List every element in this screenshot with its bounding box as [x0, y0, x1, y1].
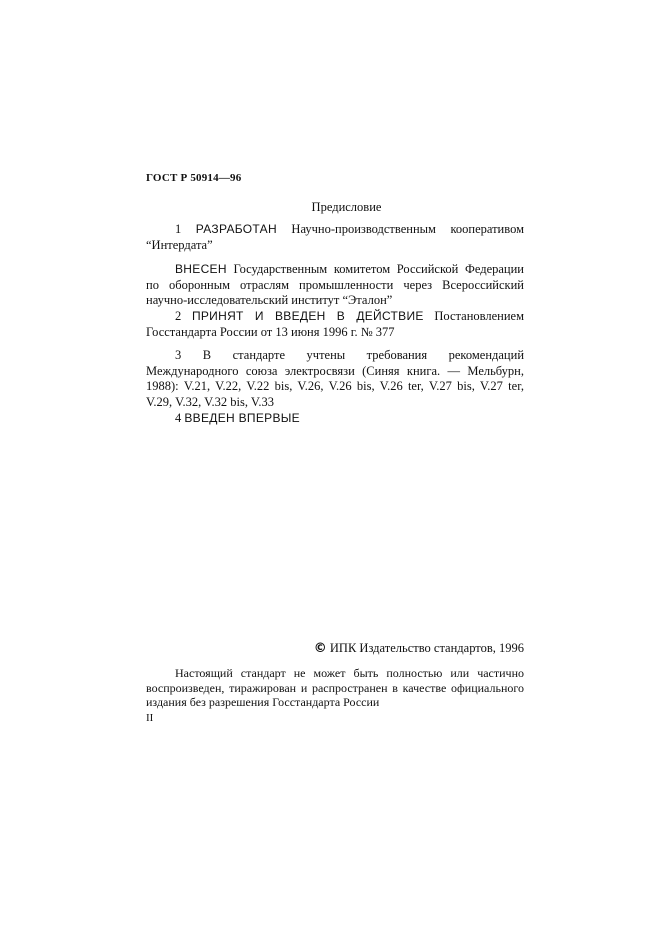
- item-1-lead: РАЗРАБОТАН: [195, 222, 277, 236]
- vnesen-lead: ВНЕСЕН: [175, 262, 227, 276]
- foreword-item-3: [146, 348, 524, 410]
- item-1-number: 1: [175, 222, 182, 236]
- item-4-lead: ВВЕДЕН ВПЕРВЫЕ: [184, 411, 300, 425]
- page-number: II: [146, 712, 154, 724]
- item-1-text: Научно-производственным кооперативом “Интердата”: [146, 222, 524, 252]
- vnesen-text: Государственным комитетом Российской Федерации по оборонным отраслям промышленности через Всероссийский научно-исследовательский институт “Эталон”: [146, 262, 524, 307]
- foreword-title: Предисловие: [311, 200, 382, 214]
- copyright-text: ИПК Издательство стандартов, 1996: [329, 641, 524, 655]
- reproduction-notice: [146, 666, 524, 710]
- foreword-vnesen: [146, 262, 524, 309]
- item-3-number: 3: [175, 348, 182, 362]
- foreword-item-4: [146, 411, 524, 427]
- standard-code: ГОСТ Р 50914—96: [146, 172, 242, 184]
- foreword-item-2: [146, 309, 524, 340]
- item-3-text: В стандарте учтены требования рекомендаций Международного союза электросвязи (Синяя книга. — Мельбурн, 1988): V.21, V.22, V.22 bis, V.26, V.26 bis, V.26 ter, V.27 bis, V.27 ter, V.29, V.32, V.32 bis, V.33: [146, 348, 525, 409]
- copyright-line: [146, 641, 524, 656]
- item-4-number: 4: [175, 411, 182, 425]
- item-2-number: 2: [175, 309, 182, 323]
- item-2-text: Постановлением Госстандарта России от 13 июня 1996 г. № 377: [146, 309, 525, 339]
- item-2-lead: ПРИНЯТ И ВВЕДЕН В ДЕЙСТВИЕ: [191, 309, 424, 323]
- copyright-symbol: ©: [313, 641, 327, 656]
- notice-text: Настоящий стандарт не может быть полностью или частично воспроизведен, тиражирован и распространен в качестве официального издания без разрешения Госстандарта России: [146, 666, 524, 709]
- foreword-item-1: [146, 222, 524, 253]
